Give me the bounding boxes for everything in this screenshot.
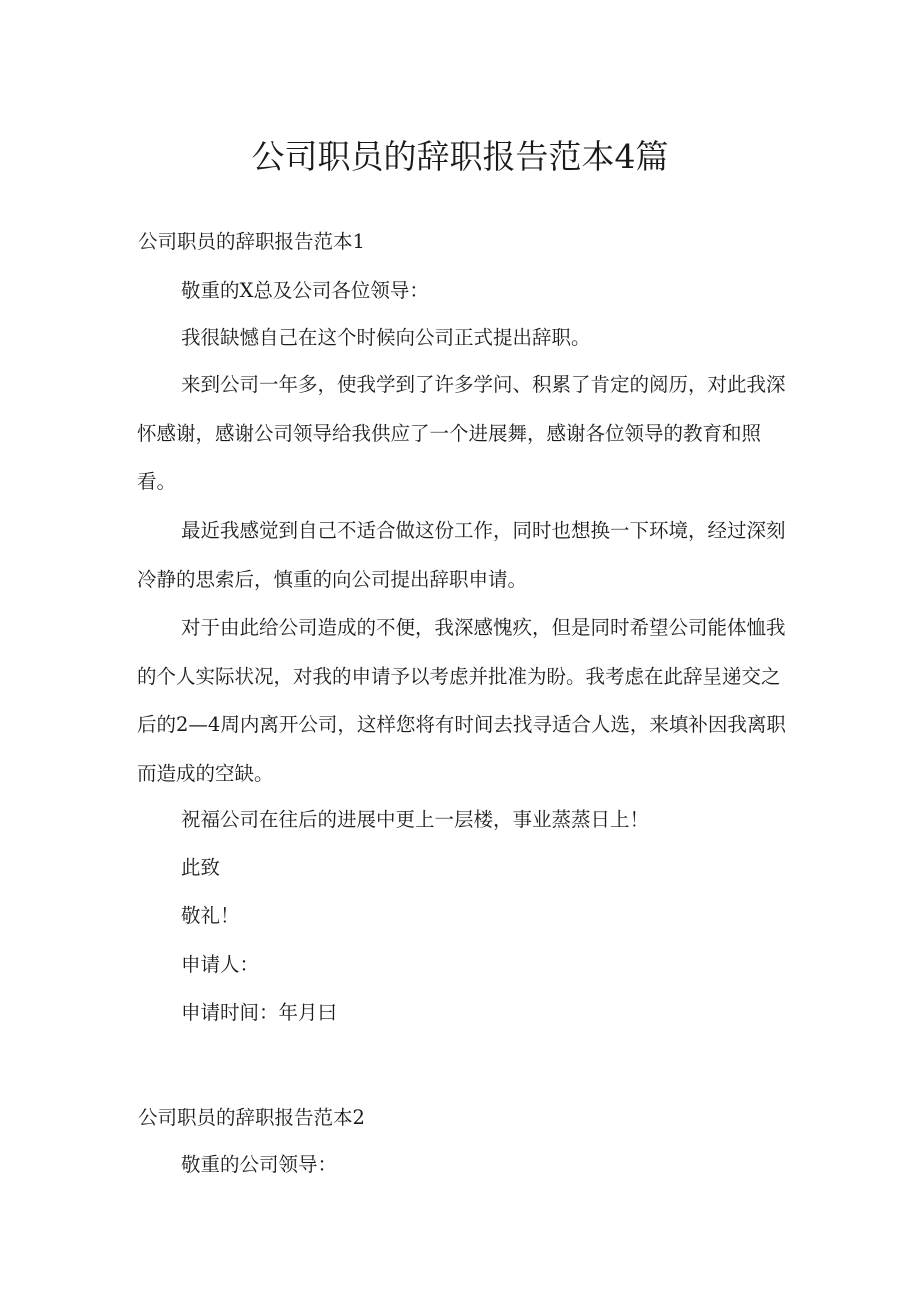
applicant-line: 申请人： (181, 953, 260, 976)
section-1-paragraph-3: 最近我感觉到自己不适合做这份工作，同时也想换一下环境，经过深刻冷静的思索后，慎重的向公司提出辞职申请。 (137, 519, 786, 591)
section-1-salutation: 敬重的X总及公司各位领导： (181, 279, 429, 302)
closing-line-2: 敬礼！ (181, 904, 240, 927)
application-date-line: 申请时间：年月曰 (181, 1001, 338, 1024)
document-title: 公司职员的辞职报告范本4篇 (251, 137, 669, 176)
section-1-paragraph-1: 我很缺憾自己在这个时候向公司正式提出辞职。 (181, 326, 591, 349)
section-2-heading: 公司职员的辞职报告范本2 (138, 1106, 365, 1129)
section-1-paragraph-4: 对于由此给公司造成的不便，我深感愧疚，但是同时希望公司能体恤我的个人实际状况，对我的申请予以考虑并批准为盼。我考虑在此辞呈递交之后的2—4周内离开公司，这样您将有时间去找寻适合人选，来填补因我离职而造成的空缺。 (137, 616, 786, 785)
section-2-salutation: 敬重的公司领导： (181, 1153, 338, 1176)
section-1-heading: 公司职员的辞职报告范本1 (138, 230, 365, 253)
closing-line-1: 此致 (181, 856, 221, 879)
section-1-paragraph-2: 来到公司一年多，使我学到了许多学问、积累了肯定的阅历，对此我深怀感谢，感谢公司领导给我供应了一个进展舞，感谢各位领导的教育和照看。 (137, 373, 786, 493)
section-1-paragraph-5: 祝福公司在往后的进展中更上一层楼，事业蒸蒸日上！ (181, 808, 650, 831)
